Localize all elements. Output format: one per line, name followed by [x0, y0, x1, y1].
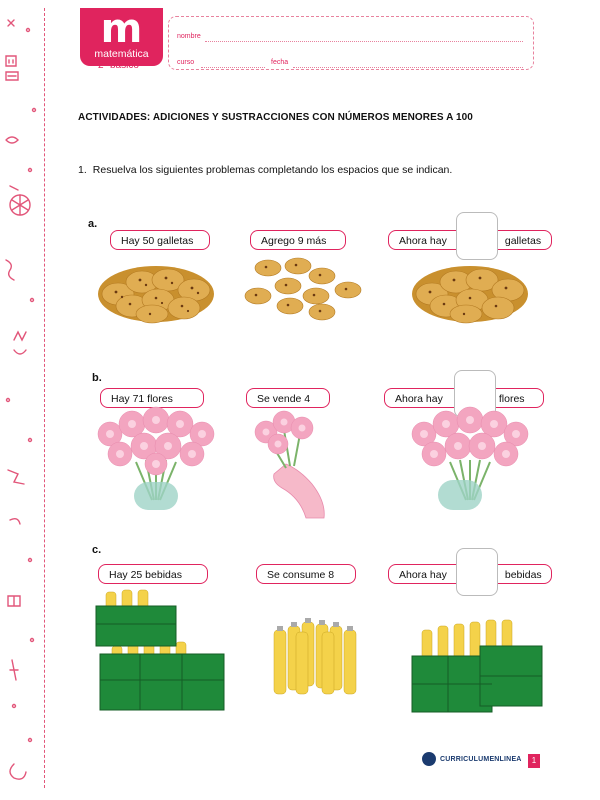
hand-with-flowers-image [250, 408, 340, 518]
cookie-pile-result-image [410, 254, 530, 324]
result-prefix: Ahora hay [399, 235, 447, 247]
activity-title: ACTIVIDADES: ADICIONES Y SUSTRACCIONES CON NÚMEROS MENORES A 100 [78, 112, 473, 123]
logo-letter: m [100, 6, 143, 52]
instruction-number: 1. [78, 164, 87, 176]
problem-a-second-statement: Agrego 9 más [250, 230, 346, 250]
nombre-label: nombre [177, 33, 201, 40]
flower-bouquet-image [96, 410, 216, 510]
problem-c-second-statement: Se consume 8 [256, 564, 356, 584]
problem-a-answer-box[interactable] [456, 212, 498, 260]
page-number: 1 [528, 754, 540, 768]
problem-b-second-statement: Se vende 4 [246, 388, 330, 408]
fecha-field[interactable] [293, 67, 523, 68]
fecha-label: fecha [271, 59, 289, 66]
bottle-crates-result-image [408, 616, 548, 716]
matematica-logo [80, 8, 163, 66]
brand-icon [422, 752, 436, 766]
result-prefix: Ahora hay [399, 569, 447, 581]
eight-bottles-image [270, 618, 360, 698]
result-suffix: bebidas [504, 569, 542, 581]
cookie-pile-image [96, 254, 216, 324]
flower-bouquet-result-image [410, 410, 530, 510]
result-suffix: galletas [504, 235, 542, 247]
curso-field[interactable] [201, 67, 265, 68]
problem-b-first-statement: Hay 71 flores [100, 388, 204, 408]
problem-b-label: b. [92, 372, 102, 384]
result-suffix: flores [498, 393, 525, 405]
instruction-text: Resuelva los siguientes problemas completando los espacios que se indican. [92, 164, 453, 176]
problem-c-label: c. [92, 544, 102, 556]
problem-c-first-statement: Hay 25 bebidas [98, 564, 208, 584]
nombre-field[interactable] [205, 41, 523, 42]
footer-brand [422, 752, 522, 766]
brand-text: CURRICULUMENLINEA [440, 755, 522, 763]
curso-label: curso [177, 59, 195, 66]
problem-c-answer-box[interactable] [456, 548, 498, 596]
result-prefix: Ahora hay [395, 393, 443, 405]
problem-a-first-statement: Hay 50 galletas [110, 230, 210, 250]
problem-a-label: a. [88, 218, 98, 230]
nine-cookies-image [240, 258, 370, 318]
margin-dashed-line [44, 8, 45, 788]
instruction [78, 164, 452, 176]
student-info-box [168, 16, 534, 70]
bottle-crates-image [92, 584, 232, 714]
logo-word: matemática [94, 48, 149, 60]
grade-label: 2º básico [98, 60, 139, 71]
